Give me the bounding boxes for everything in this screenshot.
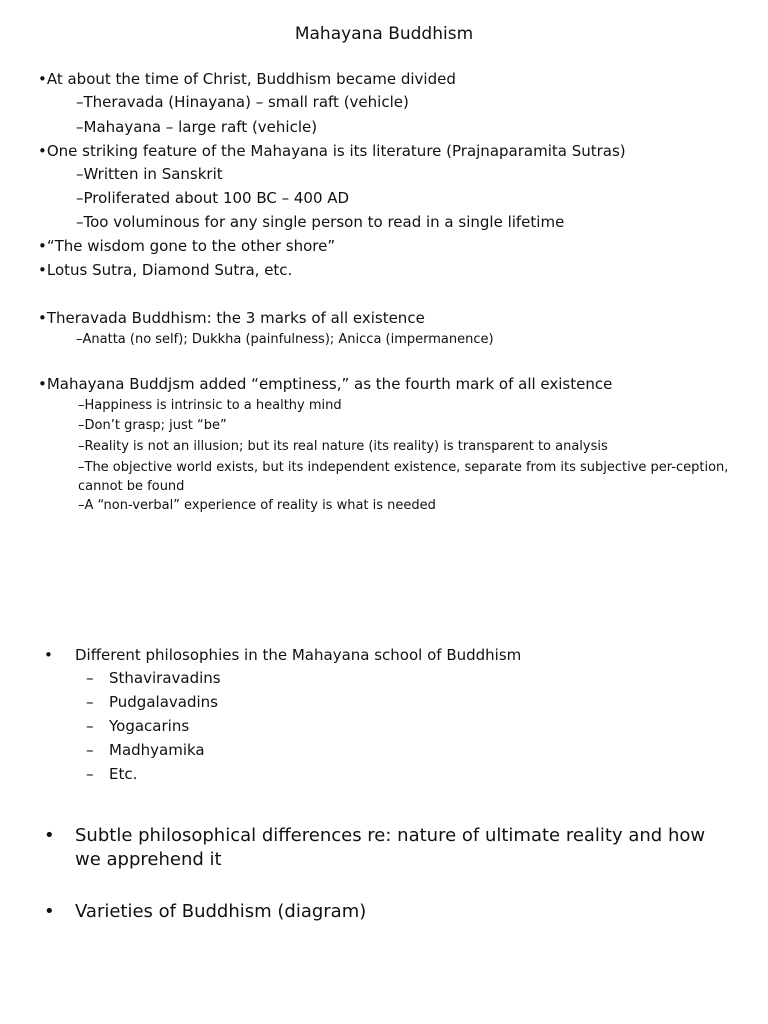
dash-symbol: –	[86, 765, 94, 783]
bullet-symbol: •	[44, 646, 53, 664]
sub-bullet-line: –Proliferated about 100 BC – 400 AD	[76, 189, 350, 207]
sub-bullet-line: –Too voluminous for any single person to read in a single lifetime	[76, 213, 565, 231]
list-item: Etc.	[109, 765, 138, 783]
sub-bullet-line: –Don’t grasp; just “be”	[78, 418, 227, 433]
bullet-line: •“The wisdom gone to the other shore”	[38, 237, 336, 255]
list-item: Madhyamika	[109, 741, 205, 759]
dash-symbol: –	[86, 717, 94, 735]
bullet-text: Subtle philosophical differences re: nature of ultimate reality and how we apprehend it	[75, 825, 706, 870]
dash-symbol: –	[86, 669, 94, 687]
bullet-line: •Mahayana Buddjsm added “emptiness,” as the fourth mark of all existence	[38, 375, 613, 393]
sub-bullet-line: –Anatta (no self); Dukkha (painfulness); Anicca (impermanence)	[76, 332, 494, 347]
sub-bullet-line: –Mahayana – large raft (vehicle)	[76, 118, 318, 136]
sub-bullet-line: –Theravada (Hinayana) – small raft (vehicle)	[76, 93, 409, 111]
dash-symbol: –	[86, 693, 94, 711]
list-item: Pudgalavadins	[109, 693, 218, 711]
bullet-symbol: •	[44, 901, 55, 922]
bullet-line: •Lotus Sutra, Diamond Sutra, etc.	[38, 261, 293, 279]
list-item: Yogacarins	[109, 717, 190, 735]
dash-symbol: –	[86, 741, 94, 759]
bullet-text: Varieties of Buddhism (diagram)	[75, 901, 367, 922]
bullet-line: •Theravada Buddhism: the 3 marks of all existence	[38, 309, 425, 327]
page-title: Mahayana Buddhism	[294, 24, 474, 44]
sub-bullet-line: –The objective world exists, but its independent existence, separate from its subjective per-ception, cannot be found	[78, 460, 729, 494]
bullet-symbol: •	[44, 825, 55, 846]
bullet-line: •One striking feature of the Mahayana is its literature (Prajnaparamita Sutras)	[38, 142, 626, 160]
sub-bullet-line: –Written in Sanskrit	[76, 165, 223, 183]
sub-bullet-line: –Reality is not an illusion; but its real nature (its reality) is transparent to analysis	[78, 439, 608, 454]
sub-bullet-line: –A “non-verbal” experience of reality is what is needed	[78, 498, 436, 513]
list-item: Sthaviravadins	[109, 669, 221, 687]
bullet-line: •At about the time of Christ, Buddhism became divided	[38, 70, 456, 88]
bullet-text: Different philosophies in the Mahayana school of Buddhism	[75, 646, 522, 664]
sub-bullet-line: –Happiness is intrinsic to a healthy mind	[78, 398, 342, 413]
